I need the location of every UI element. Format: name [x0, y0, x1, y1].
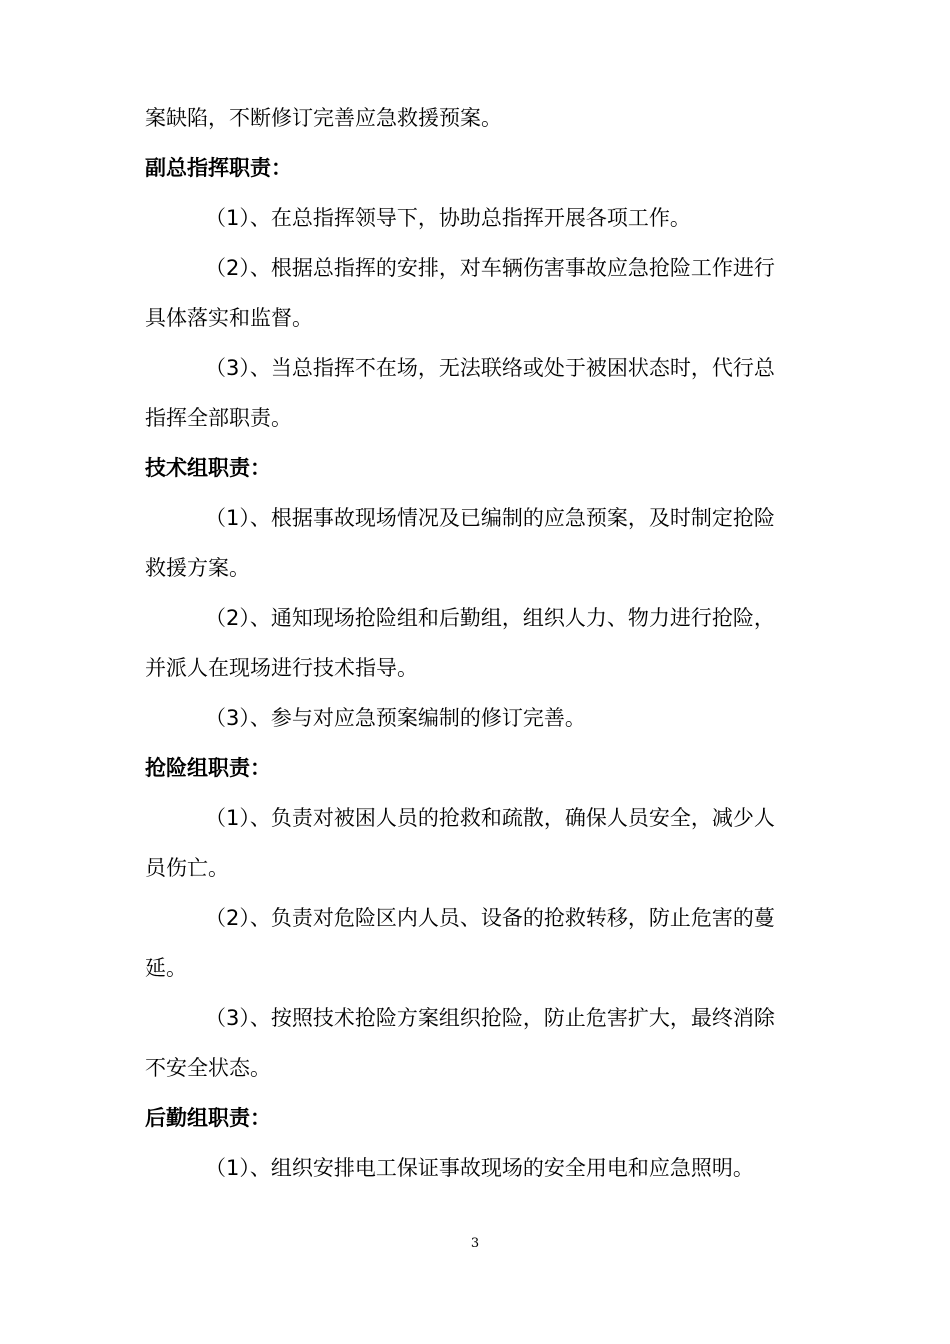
list-item: （2）、通知现场抢险组和后勤组，组织人力、物力进行抢险，: [205, 606, 775, 630]
list-item: （1）、组织安排电工保证事故现场的安全用电和应急照明。: [205, 1156, 754, 1180]
body-text-line: 指挥全部职责。: [145, 406, 292, 430]
list-item: （2）、根据总指挥的安排，对车辆伤害事故应急抢险工作进行: [205, 256, 775, 280]
body-text-line: 救援方案。: [145, 556, 250, 580]
body-text-line: 具体落实和监督。: [145, 306, 313, 330]
section-heading-deputy-commander: 副总指挥职责：: [145, 156, 292, 180]
list-item: （3）、按照技术抢险方案组织抢险，防止危害扩大，最终消除: [205, 1006, 775, 1030]
list-item: （1）、负责对被困人员的抢救和疏散，确保人员安全，减少人: [205, 806, 775, 830]
list-item: （3）、参与对应急预案编制的修订完善。: [205, 706, 586, 730]
list-item: （3）、当总指挥不在场，无法联络或处于被困状态时，代行总: [205, 356, 775, 380]
body-text-line: 不安全状态。: [145, 1056, 271, 1080]
list-item: （2）、负责对危险区内人员、设备的抢救转移，防止危害的蔓: [205, 906, 775, 930]
page-number: 3: [470, 1236, 480, 1251]
body-text-line: 并派人在现场进行技术指导。: [145, 656, 418, 680]
list-item: （1）、根据事故现场情况及已编制的应急预案，及时制定抢险: [205, 506, 775, 530]
body-text-line: 案缺陷，不断修订完善应急救援预案。: [145, 106, 502, 130]
list-item: （1）、在总指挥领导下，协助总指挥开展各项工作。: [205, 206, 691, 230]
section-heading-logistics-group: 后勤组职责：: [145, 1106, 271, 1130]
body-text-line: 延。: [145, 956, 187, 980]
body-text-line: 员伤亡。: [145, 856, 229, 880]
section-heading-technical-group: 技术组职责：: [145, 456, 271, 480]
section-heading-rescue-group: 抢险组职责：: [145, 756, 271, 780]
